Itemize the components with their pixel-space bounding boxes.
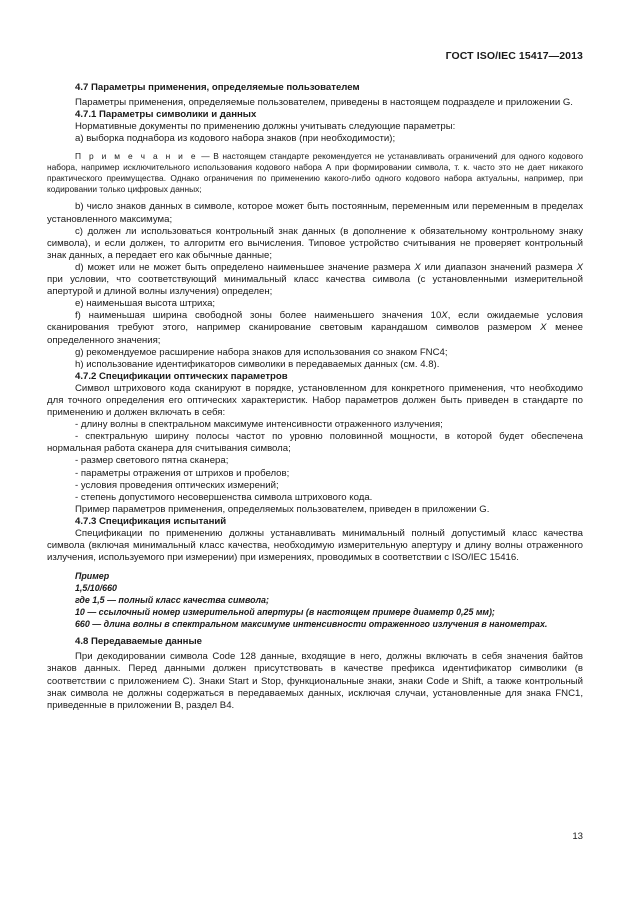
example-label: Пример — [75, 571, 110, 582]
paragraph: Символ штрихового кода сканируют в порядке, установленном для конкретного применения, что необходимо для точного определения его оптических характеристик. Набор параметров должен быть приведен в стандарте по применению и должен включать в себя: — [47, 382, 583, 419]
paragraph: Пример параметров применения, определяемых пользователем, приведен в приложении G. — [75, 503, 490, 515]
page-number: 13 — [572, 831, 583, 842]
paragraph: При декодировании символа Code 128 данные, входящие в него, должны включать в себя значения байтов знаков данных. Перед данными должен присутствовать в качестве префикса идентификатор символики (в соответствии с приложением С). Знаки Start и Stop, функциональные знаки, знаки Code и Shift, а также контрольный знак символа не должны содержаться в передаваемых данных, исключая случаи, установленные для знака FNC1, приведенные в приложении В, раздел В4. — [47, 651, 583, 711]
note — [47, 151, 583, 195]
paragraph: Нормативные документы по применению должны учитывать следующие параметры: — [75, 121, 456, 133]
example-line: 660 — длина волны в спектральном максимуме интенсивности отраженного излучения в нанометрах. — [75, 619, 548, 630]
note-text: — В настоящем стандарте рекомендуется не устанавливать ограничений для одного кодового набора, например исключительного использования кодового набора А при формировании символа, т. к. часто это не дает никакого практического преимущества. Однако ограничения по применению какого-либо одного кодового набора актуальны, например, при кодировании только цифровых данных; — [47, 151, 584, 195]
paragraph: Спецификации по применению должны устанавливать минимальный полный допустимый класс качества символа (включая минимальный класс качества, необходимую измерительную апертуру и длину волны отраженного излучения, используемого при измерении) при измерениях, проводимых в соответствии с ISO/IEC 15416. — [47, 528, 583, 564]
document-standard-header: ГОСТ ISO/IEC 15417—2013 — [445, 50, 583, 62]
example-line: 10 — ссылочный номер измерительной апертуры (в настоящем примере диаметр 0,25 мм); — [75, 607, 495, 618]
page-body — [47, 82, 583, 712]
section-4-8-heading: 4.8 Передаваемые данные — [75, 636, 203, 648]
section-4-7-2-heading: 4.7.2 Спецификации оптических параметров — [75, 370, 288, 382]
list-item-b: b) число знаков данных в символе, которое может быть постоянным, переменным или переменным в пределах установленного максимума; — [47, 201, 583, 225]
list-item-h: h) использование идентификаторов символики в передаваемых данных (см. 4.8). — [75, 358, 440, 370]
section-4-7-intro: Параметры применения, определяемые пользователем, приведены в настоящем подразделе и приложении G. — [75, 97, 573, 109]
list-item: - степень допустимого несовершенства символа штрихового кода. — [75, 491, 373, 503]
list-item-f: f) наименьшая ширина свободной зоны более наименьшего значения 10X, если ожидаемые условия сканирования требуют этого, например сканирование световым карандашом символов размером X менее определенного значения; — [47, 310, 583, 346]
list-item: - спектральную ширину полосы частот по уровню половинной мощности, в которой будет обеспечена нормальная работа сканера для считывания символа; — [47, 431, 583, 455]
list-item-e: е) наименьшая высота штриха; — [75, 298, 216, 310]
list-item: - параметры отражения от штрихов и пробелов; — [75, 467, 290, 479]
note-label: П р и м е ч а н и е — [75, 151, 198, 162]
section-4-7-1-heading: 4.7.1 Параметры символики и данных — [75, 109, 257, 121]
list-item-a: а) выборка поднабора из кодового набора знаков (при необходимости); — [75, 133, 396, 145]
example-value: 1,5/10/660 — [75, 583, 117, 594]
list-item: - длину волны в спектральном максимуме интенсивности отраженного излучения; — [75, 419, 443, 431]
section-4-7-heading: 4.7 Параметры применения, определяемые пользователем — [75, 82, 360, 93]
example-line: где 1,5 — полный класс качества символа; — [75, 595, 269, 606]
list-item: - условия проведения оптических измерений; — [75, 479, 279, 491]
list-item-g: g) рекомендуемое расширение набора знаков для использования со знаком FNC4; — [75, 346, 448, 358]
section-4-7-3-heading: 4.7.3 Спецификация испытаний — [75, 515, 227, 527]
list-item: - размер светового пятна сканера; — [75, 455, 229, 467]
list-item-d: d) может или не может быть определено наименьшее значение размера X или диапазон значений размера X при условии, что соответствующий минимальный класс качества символа (с установленными измерительной апертурой и длиной волны излучения) определен; — [47, 261, 583, 298]
list-item-c: с) должен ли использоваться контрольный знак данных (в дополнение к обязательному контрольному знаку символа), и если должен, то алгоритм его вычисления. Типовое устройство считывания не проверяет контрольный знак данных, а передает его как обычные данные; — [47, 225, 583, 261]
